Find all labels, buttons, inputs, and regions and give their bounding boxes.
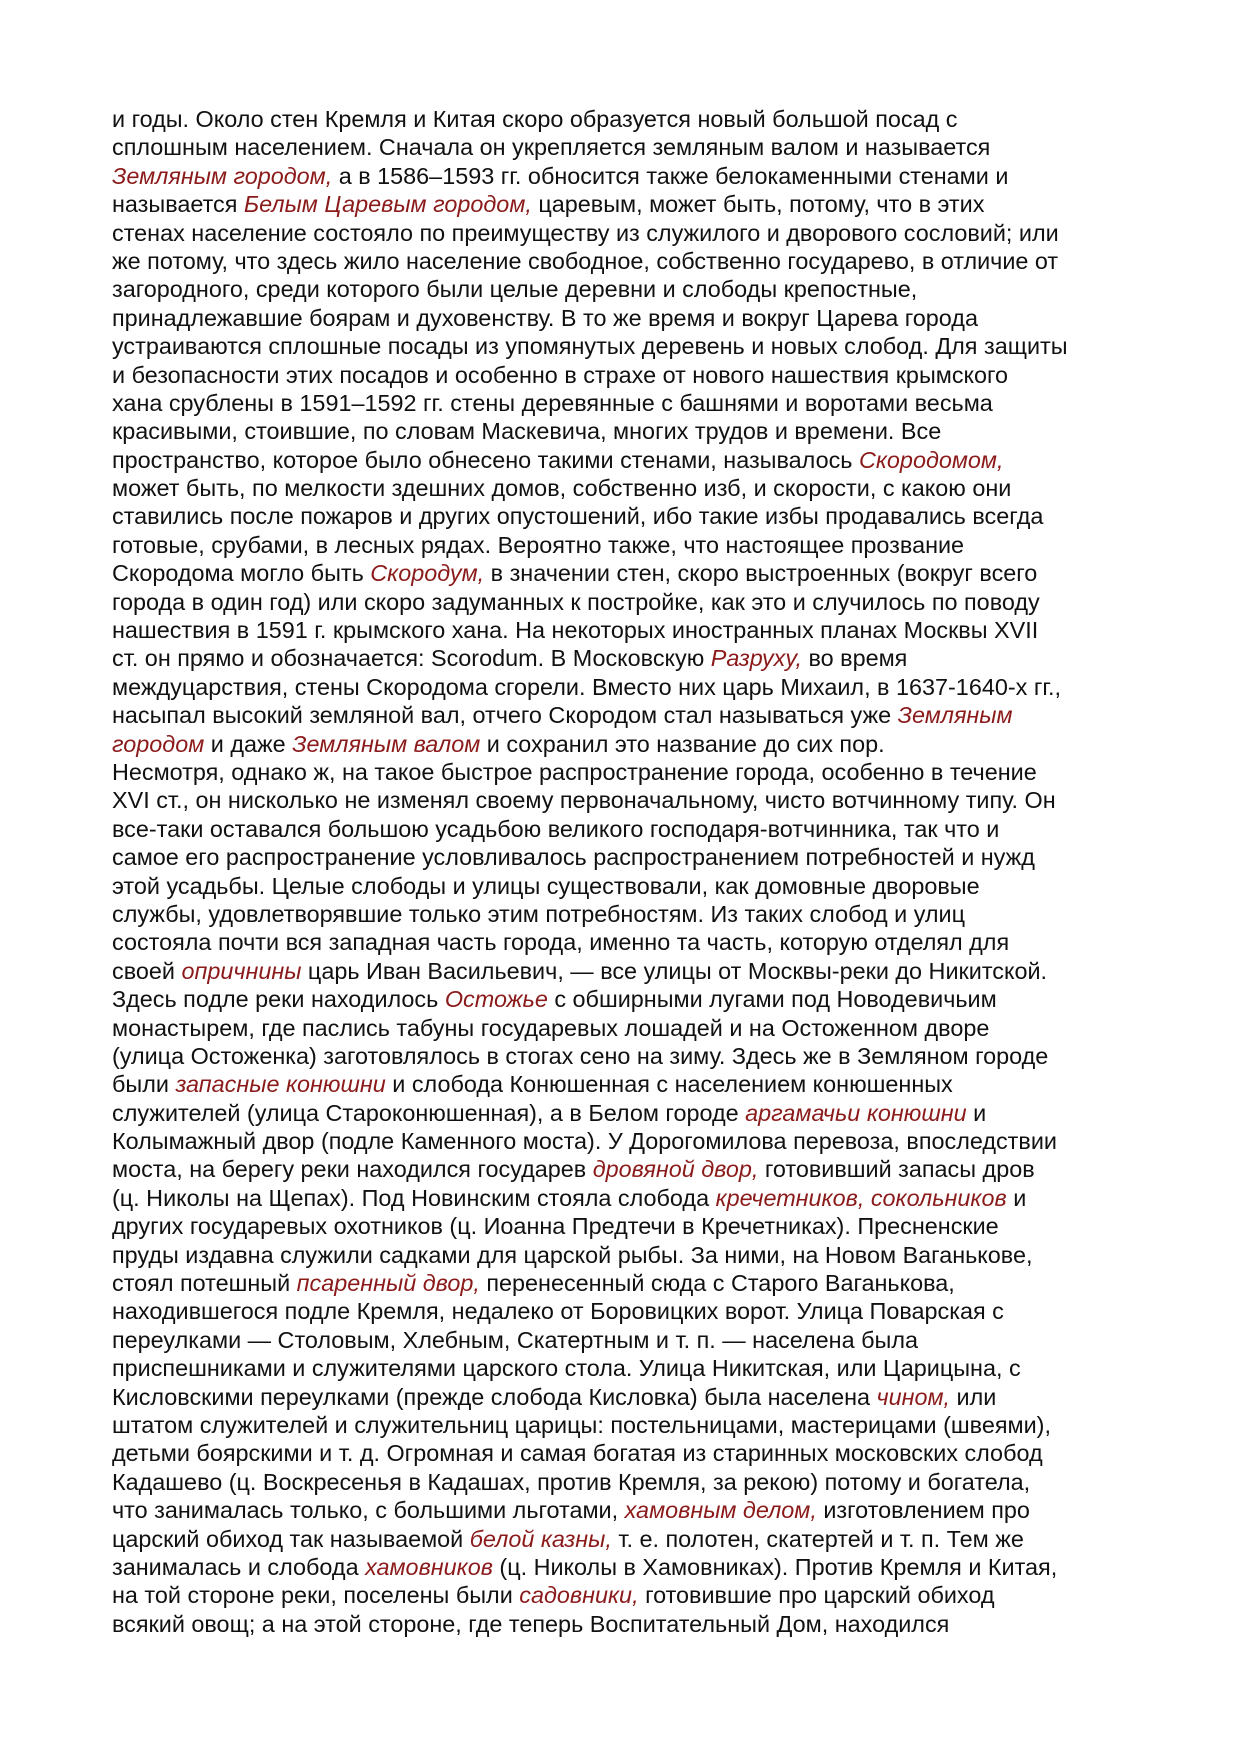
- text-segment: служителей (улица Староконюшенная), а в Белом городе: [112, 1099, 746, 1126]
- text-segment: готовые, срубами, в лесных рядах. Вероятно также, что настоящее прозвание: [112, 531, 965, 558]
- text-segment: хана срублены в 1591–1592 гг. стены деревянные с башнями и воротами весьма: [112, 389, 993, 416]
- text-segment: красивыми, стоившие, по словам Маскевича, многих трудов и времени. Все: [112, 418, 942, 445]
- highlighted-term: Белым Царевым городом,: [243, 191, 532, 218]
- text-segment: Колымажный двор (подле Каменного моста). У Дорогомилова перевоза, впоследствии: [112, 1128, 1057, 1155]
- text-segment: приспешниками и служителями царского стола. Улица Никитская, или Царицына, с: [112, 1355, 1021, 1382]
- text-line: [112, 389, 1132, 417]
- text-segment: с обширными лугами под Новодевичьим: [547, 986, 997, 1013]
- text-segment: сплошным населением. Сначала он укрепляется земляным валом и называется: [112, 134, 991, 161]
- highlighted-term: хамовников: [365, 1553, 493, 1580]
- text-segment: насыпал высокий земляной вал, отчего Скородом стал называться уже: [112, 702, 898, 729]
- text-line: [112, 1383, 1132, 1411]
- highlighted-term: запасные конюшни: [175, 1071, 386, 1098]
- text-segment: (ц. Николы на Щепах). Под Новинским стояла слобода: [112, 1184, 716, 1211]
- text-segment: устраиваются сплошные посады из упомянутых деревень и новых слобод. Для защиты: [112, 333, 1068, 360]
- text-segment: детьми боярскими и т. д. Огромная и самая богатая из старинных московских слобод: [112, 1440, 1043, 1467]
- text-segment: всякий овощ; а на этой стороне, где теперь Воспитательный Дом, находился: [112, 1610, 950, 1637]
- text-line: [112, 1411, 1132, 1439]
- text-segment: ставились после пожаров и других опустошений, ибо такие избы продавались всегда: [112, 503, 1044, 530]
- text-line: [112, 1525, 1132, 1553]
- text-line: [112, 332, 1132, 360]
- text-line: [112, 446, 1132, 474]
- text-line: [112, 957, 1132, 985]
- text-line: [112, 701, 1132, 729]
- highlighted-term: псаренный двор,: [296, 1270, 480, 1297]
- text-segment: Скородома могло быть: [112, 560, 371, 587]
- text-line: [112, 1042, 1132, 1070]
- highlighted-term: Остожье: [444, 986, 548, 1013]
- text-line: [112, 247, 1132, 275]
- text-segment: моста, на берегу реки находился государев: [112, 1156, 593, 1183]
- text-line: [112, 1326, 1132, 1354]
- text-segment: Кадашево (ц. Воскресенья в Кадашах, против Кремля, за рекою) потому и богатела,: [112, 1468, 1031, 1495]
- text-line: [112, 1496, 1132, 1524]
- text-segment: и годы. Около стен Кремля и Китая скоро образуется новый большой посад с: [112, 106, 958, 132]
- text-segment: находившегося подле Кремля, недалеко от Боровицких ворот. Улица Поварская с: [112, 1298, 1004, 1325]
- text-segment: все-таки оставался большою усадьбою великого господаря-вотчинника, так что и: [112, 815, 1000, 842]
- text-segment: самое его распространение условливалось распространением потребностей и нужд: [112, 844, 1035, 871]
- text-segment: царский обиход так называемой: [112, 1525, 470, 1552]
- highlighted-term: Земляным валом: [292, 730, 481, 757]
- text-segment: переулками — Столовым, Хлебным, Скатертным и т. п. — населена была: [112, 1326, 918, 1353]
- text-line: [112, 1184, 1132, 1212]
- text-line: [112, 105, 1132, 133]
- text-line: [112, 1099, 1132, 1127]
- text-line: [112, 1553, 1132, 1581]
- text-segment: и: [1006, 1184, 1027, 1211]
- text-segment: междуцарствия, стены Скородома сгорели. Вместо них царь Михаил, в 1637-1640-х гг.,: [112, 673, 1062, 700]
- text-segment: были: [112, 1071, 176, 1098]
- text-segment: и безопасности этих посадов и особенно в страхе от нового нашествия крымского: [112, 361, 1009, 388]
- text-line: [112, 1212, 1132, 1240]
- text-segment: других государевых охотников (ц. Иоанна Предтечи в Кречетниках). Пресненские: [112, 1213, 999, 1240]
- text-segment: же потому, что здесь жило население свободное, собственно государево, в отличие от: [112, 247, 1059, 274]
- text-line: [112, 133, 1132, 161]
- highlighted-term: городом: [112, 730, 205, 757]
- text-segment: нашествия в 1591 г. крымского хана. На некоторых иностранных планах Москвы XVII: [112, 617, 1039, 644]
- text-segment: что занималась только, с большими льготами,: [112, 1497, 625, 1524]
- highlighted-term: Земляным: [897, 702, 1013, 729]
- text-line: [112, 786, 1132, 814]
- text-line: [112, 417, 1132, 445]
- text-line: [112, 275, 1132, 303]
- text-segment: состояла почти вся западная часть города, именно та часть, которую отделял для: [112, 929, 1010, 956]
- text-segment: и: [966, 1099, 987, 1126]
- text-line: [112, 1610, 1132, 1638]
- text-segment: готовивший запасы дров: [758, 1156, 1035, 1183]
- text-line: [112, 758, 1132, 786]
- text-segment: в значении стен, скоро выстроенных (вокруг всего: [484, 560, 1038, 587]
- text-segment: XVI ст., он нисколько не изменял своему первоначальному, чисто вотчинному типу. Он: [112, 787, 1056, 814]
- highlighted-term: Скородум,: [370, 560, 485, 587]
- text-segment: может быть, по мелкости здешних домов, собственно изб, и скорости, с какою они: [112, 475, 1012, 502]
- text-line: [112, 1014, 1132, 1042]
- highlighted-term: хамовным делом,: [624, 1497, 817, 1524]
- text-line: [112, 985, 1132, 1013]
- text-line: [112, 1070, 1132, 1098]
- text-line: [112, 559, 1132, 587]
- highlighted-term: Разруху,: [710, 645, 802, 672]
- text-segment: (ц. Николы в Хамовниках). Против Кремля и Китая,: [492, 1553, 1058, 1580]
- text-segment: и даже: [204, 730, 293, 757]
- text-segment: называется: [112, 191, 244, 218]
- text-segment: т. е. полотен, скатертей и т. п. Тем же: [611, 1525, 1024, 1552]
- highlighted-term: аргамачьи конюшни: [745, 1099, 967, 1126]
- text-line: [112, 843, 1132, 871]
- text-segment: на той стороне реки, поселены были: [112, 1582, 520, 1609]
- text-segment: во время: [801, 645, 908, 672]
- text-segment: царевым, может быть, потому, что в этих: [531, 191, 985, 218]
- text-line: [112, 673, 1132, 701]
- text-segment: и слобода Конюшенная с населением конюшенных: [385, 1071, 953, 1098]
- text-line: [112, 1241, 1132, 1269]
- text-line: [112, 474, 1132, 502]
- text-line: [112, 588, 1132, 616]
- text-line: [112, 531, 1132, 559]
- text-segment: пруды издавна служили садками для царской рыбы. За ними, на Новом Ваганькове,: [112, 1241, 1033, 1268]
- text-segment: а в 1586–1593 гг. обносится также белокаменными стенами и: [332, 162, 1009, 189]
- text-line: [112, 219, 1132, 247]
- text-line: [112, 1354, 1132, 1382]
- highlighted-term: садовники,: [519, 1582, 639, 1609]
- text-line: [112, 900, 1132, 928]
- text-line: [112, 1127, 1132, 1155]
- text-segment: ст. он прямо и обозначается: Scorodum. В Московскую: [112, 645, 711, 672]
- text-segment: стоял потешный: [112, 1270, 297, 1297]
- text-segment: своей: [112, 957, 182, 984]
- text-line: [112, 872, 1132, 900]
- text-line: [112, 644, 1132, 672]
- highlighted-term: Скородомом,: [858, 446, 1004, 473]
- text-segment: Несмотря, однако ж, на такое быстрое распространение города, особенно в течение: [112, 758, 1037, 785]
- text-segment: готовившие про царский обиход: [638, 1582, 995, 1609]
- text-segment: монастырем, где паслись табуны государевых лошадей и на Остоженном дворе: [112, 1014, 990, 1041]
- text-line: [112, 190, 1132, 218]
- text-line: [112, 730, 1132, 758]
- text-line: [112, 361, 1132, 389]
- text-segment: перенесенный сюда с Старого Ваганькова,: [479, 1270, 955, 1297]
- text-segment: штатом служителей и служительниц царицы: постельницами, мастерицами (швеями),: [112, 1411, 1051, 1438]
- text-line: [112, 1581, 1132, 1609]
- text-segment: Здесь подле реки находилось: [112, 986, 445, 1013]
- text-segment: этой усадьбы. Целые слободы и улицы существовали, как домовные дворовые: [112, 872, 980, 899]
- text-line: [112, 1439, 1132, 1467]
- text-segment: Кисловскими переулками (прежде слобода Кисловка) была населена: [112, 1383, 877, 1410]
- text-segment: царь Иван Васильевич, — все улицы от Москвы-реки до Никитской.: [301, 957, 1048, 984]
- text-segment: службы, удовлетворявшие только этим потребностям. Из таких слобод и улиц: [112, 900, 965, 927]
- highlighted-term: дровяной двор,: [592, 1156, 759, 1183]
- text-segment: или: [950, 1383, 997, 1410]
- text-line: [112, 1297, 1132, 1325]
- text-line: [112, 304, 1132, 332]
- text-segment: изготовлением про: [816, 1497, 1030, 1524]
- text-line: [112, 162, 1132, 190]
- text-segment: принадлежавшие боярам и духовенству. В то же время и вокруг Царева города: [112, 304, 978, 331]
- text-segment: и сохранил это название до сих пор.: [480, 730, 885, 757]
- highlighted-term: кречетников, сокольников: [715, 1184, 1007, 1211]
- text-line: [112, 1155, 1132, 1183]
- text-segment: стенах население состояло по преимуществу из служилого и дворового сословий; или: [112, 219, 1059, 246]
- text-line: [112, 815, 1132, 843]
- text-segment: (улица Остоженка) заготовлялось в стогах сено на зиму. Здесь же в Земляном городе: [112, 1042, 1049, 1069]
- highlighted-term: белой казны,: [469, 1525, 612, 1552]
- text-line: [112, 1468, 1132, 1496]
- text-line: [112, 1269, 1132, 1297]
- highlighted-term: опричнины: [181, 957, 302, 984]
- highlighted-term: чином,: [876, 1383, 951, 1410]
- text-segment: загородного, среди которого были целые деревни и слободы крепостные,: [112, 276, 918, 303]
- text-segment: занималась и слобода: [112, 1553, 366, 1580]
- text-segment: пространство, которое было обнесено такими стенами, называлось: [112, 446, 859, 473]
- highlighted-term: Земляным городом,: [112, 162, 333, 189]
- body-text: [112, 105, 1132, 1638]
- text-line: [112, 928, 1132, 956]
- text-segment: города в один год) или скоро задуманных к постройке, как это и случилось по поводу: [112, 588, 1040, 615]
- text-line: [112, 616, 1132, 644]
- text-line: [112, 502, 1132, 530]
